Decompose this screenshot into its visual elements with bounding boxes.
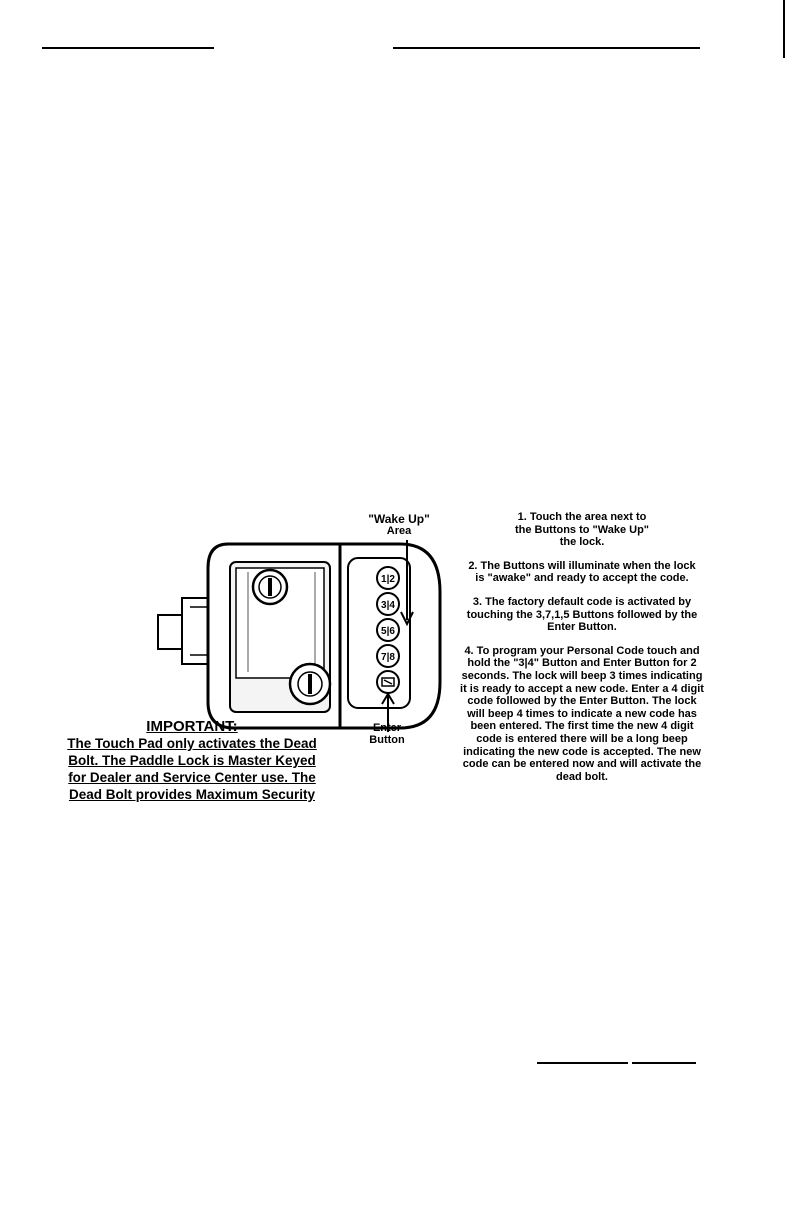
paddle-lock-cylinder [253, 570, 287, 604]
keypad-button-7-8[interactable] [377, 645, 399, 667]
step-line: will beep 4 times to indicate a new code has [467, 707, 697, 720]
keypad-button-label: 7|8 [381, 652, 395, 663]
step-line: 3. The factory default code is activated by [472, 595, 692, 608]
important-line: for Dealer and Service Center use. The [68, 770, 316, 785]
important-notice [52, 718, 332, 803]
step-line: the Buttons to "Wake Up" [514, 523, 650, 536]
step-line: been entered. The first time the new 4 digit [470, 720, 694, 733]
dead-bolt-cylinder [290, 664, 330, 704]
step-1 [448, 511, 716, 549]
step-line: it is ready to accept a new code. Enter a 4 digit [460, 682, 704, 695]
step-3 [448, 596, 716, 634]
step-line: code is entered there will be a long beep [476, 732, 688, 745]
keypad-button-label: 1|2 [381, 574, 395, 585]
footer-rule-right [632, 1062, 696, 1064]
wake-up-sub: Area [386, 525, 412, 537]
keypad-button-5-6[interactable] [377, 619, 399, 641]
important-line: Bolt. The Paddle Lock is Master Keyed [68, 753, 316, 768]
important-heading: IMPORTANT: [146, 718, 238, 735]
important-line: The Touch Pad only activates the Dead [67, 736, 317, 751]
step-line: code can be entered now and will activate the [462, 758, 702, 771]
header-rule-left [42, 47, 214, 49]
step-line: indicating the new code is accepted. The new [463, 745, 701, 758]
step-2 [448, 560, 716, 585]
step-line: is "awake" and ready to accept the code. [475, 572, 689, 585]
latch-plate [182, 598, 210, 664]
enter-callout [358, 722, 416, 746]
enter-sub: Button [369, 734, 405, 746]
keypad-enter-button[interactable] [377, 671, 399, 693]
wake-up-callout [364, 513, 434, 537]
keypad-button-label: 5|6 [381, 626, 395, 637]
keypad-button-1-2[interactable] [377, 567, 399, 589]
step-line: hold the "3|4" Button and Enter Button for 2 [467, 657, 697, 670]
step-line: code followed by the Enter Button. The lock [467, 695, 697, 708]
step-line: 2. The Buttons will illuminate when the lock [468, 559, 696, 572]
cut-mark [783, 0, 785, 58]
step-4 [448, 645, 716, 784]
step-line: 1. Touch the area next to [517, 511, 647, 523]
step-line: seconds. The lock will beep 3 times indicating [461, 669, 703, 682]
enter-label: Enter [372, 722, 402, 734]
header-rule-right [393, 47, 700, 49]
step-line: Enter Button. [547, 621, 617, 634]
step-line: 4. To program your Personal Code touch and [464, 644, 700, 657]
step-line: touching the 3,7,1,5 Buttons followed by the [466, 608, 698, 621]
keypad-button-3-4[interactable] [377, 593, 399, 615]
lock-illustration [150, 532, 450, 732]
instruction-steps [448, 511, 716, 794]
step-line: dead bolt. [556, 770, 608, 783]
keypad-button-label: 3|4 [381, 600, 395, 611]
wake-up-label: "Wake Up" [368, 512, 430, 526]
important-line: Dead Bolt provides Maximum Security [68, 787, 316, 802]
step-line: the lock. [559, 536, 605, 549]
footer-rule-left [537, 1062, 628, 1064]
